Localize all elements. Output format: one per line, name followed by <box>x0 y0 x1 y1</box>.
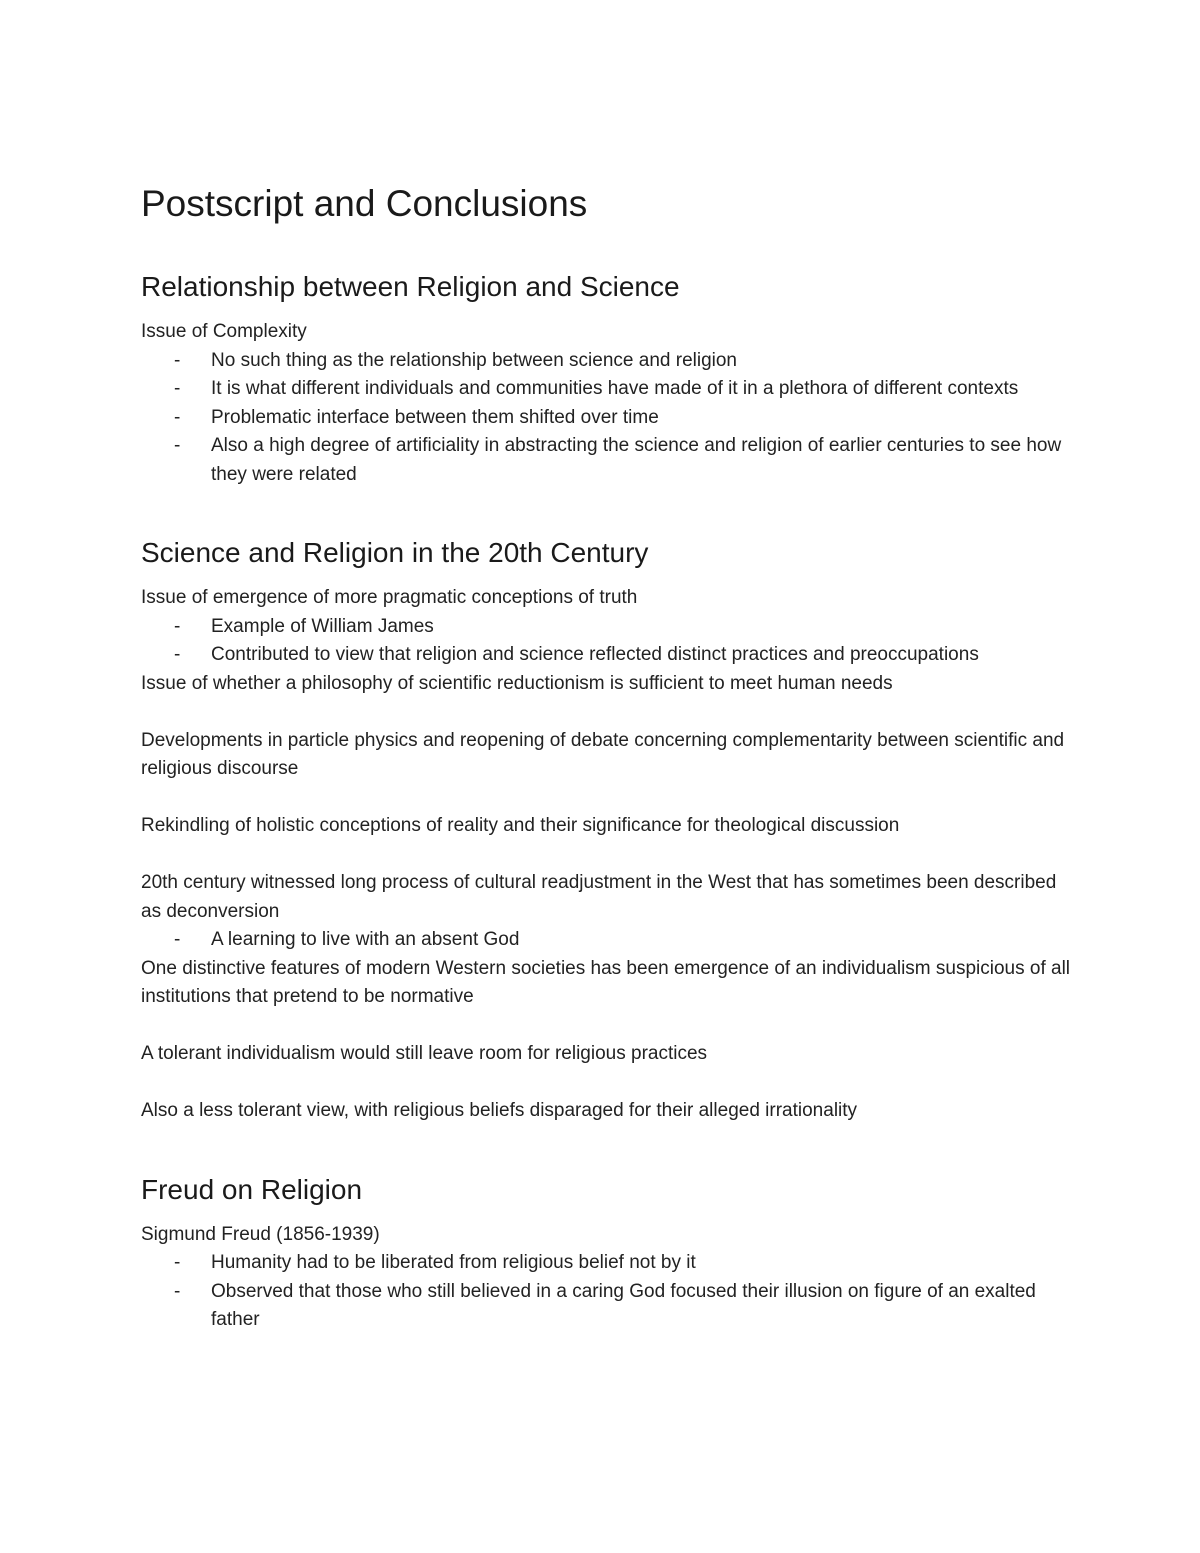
paragraph: Issue of whether a philosophy of scientific reductionism is sufficient to meet human needs <box>141 672 893 694</box>
bullet-list <box>141 347 1071 490</box>
list-item: - Problematic interface between them shifted over time <box>141 404 1071 433</box>
section-freud <box>141 1171 1071 1335</box>
dash-bullet: - <box>174 644 181 665</box>
paragraph: One distinctive features of modern Western societies has been emergence of an individualism suspicious of all institutions that pretend to be normative <box>141 957 1071 1007</box>
section-intro: Issue of emergence of more pragmatic conceptions of truth <box>141 587 638 608</box>
dash-bullet: - <box>174 929 181 950</box>
bullet-list <box>141 926 1071 955</box>
section-heading: Freud on Religion <box>141 1173 363 1205</box>
blank-line <box>141 1069 1071 1098</box>
paragraph: A tolerant individualism would still leave room for religious practices <box>141 1043 708 1064</box>
list-item: - Observed that those who still believed in a caring God focused their illusion on figure of an exalted father <box>141 1278 1071 1335</box>
section-intro: Sigmund Freud (1856-1939) <box>141 1223 380 1245</box>
paragraph: 20th century witnessed long process of cultural readjustment in the West that has sometimes been described as deconversion <box>141 872 1057 922</box>
list-item: - Also a high degree of artificiality in abstracting the science and religion of earlier centuries to see how they were related <box>141 432 1071 489</box>
dash-bullet: - <box>174 435 181 456</box>
section-heading: Science and Religion in the 20th Century <box>141 537 649 568</box>
list-item: - It is what different individuals and communities have made of it in a plethora of different contexts <box>141 375 1071 404</box>
document-title: Postscript and Conclusions <box>141 183 588 224</box>
dash-bullet: - <box>174 1280 181 1302</box>
dash-bullet: - <box>174 615 181 637</box>
bullet-list <box>141 1249 1071 1335</box>
section-religion-science <box>141 268 1071 489</box>
list-item: - Example of William James <box>141 613 1071 642</box>
list-item: - Humanity had to be liberated from religious belief not by it <box>141 1249 1071 1278</box>
list-item: - A learning to live with an absent God <box>141 926 1071 955</box>
paragraph: Rekindling of holistic conceptions of reality and their significance for theological discussion <box>141 815 900 836</box>
list-item: - Contributed to view that religion and science reflected distinct practices and preoccupations <box>141 641 1071 670</box>
section-heading: Relationship between Religion and Science <box>141 271 680 302</box>
paragraph: Developments in particle physics and reopening of debate concerning complementarity between scientific and religious discourse <box>141 729 1065 779</box>
section-20th-century <box>141 534 1071 1126</box>
dash-bullet: - <box>174 1252 181 1273</box>
blank-line <box>141 1012 1071 1041</box>
section-intro: Issue of Complexity <box>141 321 307 342</box>
dash-bullet: - <box>174 349 181 371</box>
dash-bullet: - <box>174 378 181 399</box>
blank-line <box>141 841 1071 870</box>
list-item: - No such thing as the relationship between science and religion <box>141 347 1071 376</box>
document-page <box>141 180 1071 1335</box>
paragraph: Also a less tolerant view, with religious beliefs disparaged for their alleged irrationality <box>141 1100 858 1121</box>
blank-line <box>141 698 1071 727</box>
blank-line <box>141 784 1071 813</box>
bullet-list <box>141 613 1071 670</box>
dash-bullet: - <box>174 406 181 428</box>
